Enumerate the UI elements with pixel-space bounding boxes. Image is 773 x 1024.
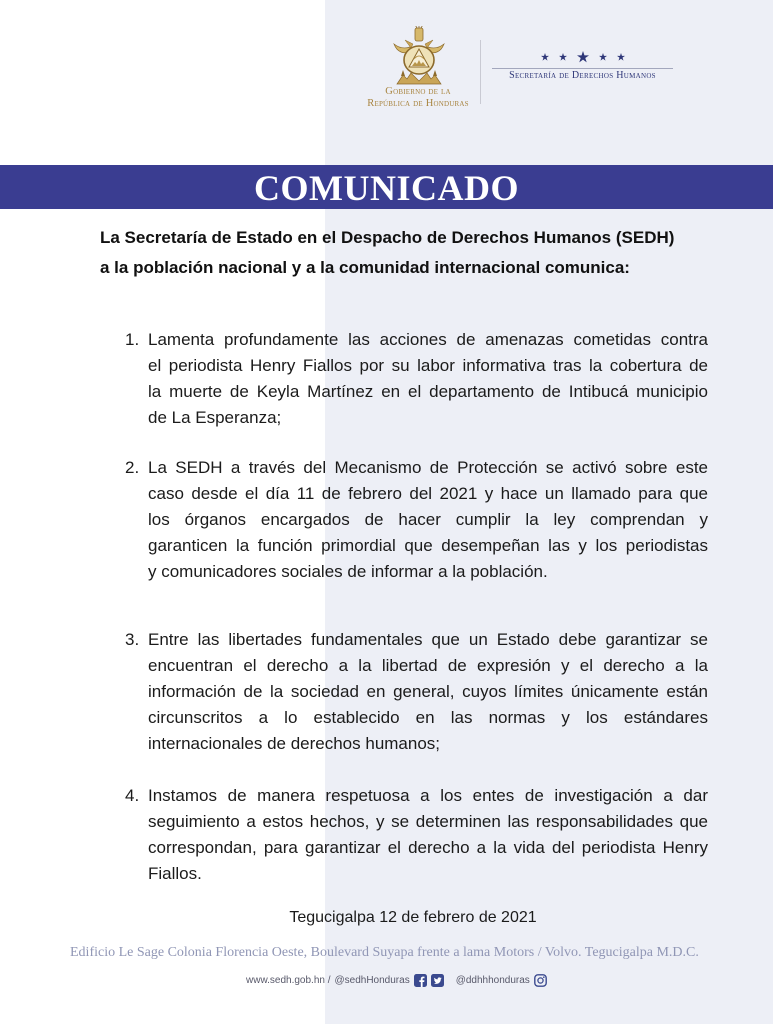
facebook-icon — [414, 974, 427, 987]
item-number: 3. — [125, 630, 140, 649]
star-icon — [559, 53, 567, 61]
secretariat-name: Secretaría de Derechos Humanos — [509, 70, 656, 81]
instagram-icon — [534, 974, 547, 987]
item-line: la muerte de Keyla Martínez en el departamento de Intibucá municipio — [148, 382, 708, 401]
item-line: internacionales de derechos humanos; — [148, 734, 441, 753]
item-line: Lamenta profundamente las acciones de amenazas cometidas contra — [148, 330, 708, 349]
page-title: COMUNICADO — [254, 168, 519, 208]
item-number: 4. — [125, 786, 140, 805]
star-icon — [541, 53, 549, 61]
item-line: de La Esperanza; — [148, 408, 282, 427]
star-icon — [617, 53, 625, 61]
quiver-icon — [415, 26, 423, 41]
instagram-handle: @ddhhhonduras — [455, 974, 530, 986]
item-line: Instamos de manera respetuosa a los entes de investigación a dar — [148, 786, 708, 805]
item-line: Entre las libertades fundamentales que un Estado debe garantizar se — [148, 630, 708, 649]
stars-row — [541, 50, 625, 64]
list-item — [125, 783, 708, 887]
social-links — [246, 973, 547, 987]
item-line: seguimiento a estos hechos, y se determinen las responsabilidades que — [148, 812, 708, 831]
footer-address: Edificio Le Sage Colonia Florencia Oeste, Boulevard Suyapa frente a lama Motors / Volvo. Tegucigalpa M.D.C. — [70, 945, 699, 960]
item-number: 1. — [125, 330, 140, 349]
twitter-handle: @sedhHonduras — [334, 974, 410, 986]
list-item — [125, 627, 708, 757]
item-line: garanticen la función primordial que desempeñan las y los periodistas — [148, 536, 708, 555]
list-item — [125, 455, 708, 585]
intro-line: La Secretaría de Estado en el Despacho de Derechos Humanos (SEDH) — [100, 228, 675, 247]
star-icon — [599, 53, 607, 61]
item-line: el periodista Henry Fiallos por su labor informativa tras la cobertura de — [148, 356, 708, 375]
title-banner — [0, 165, 773, 209]
item-line: encuentran el derecho a la libertad de expresión y el derecho a la — [148, 656, 708, 675]
item-line: los órganos encargados de hacer cumplir la ley comprendan y — [148, 510, 708, 529]
intro-line: a la población nacional y a la comunidad internacional comunica: — [100, 258, 630, 277]
list-item — [125, 327, 708, 431]
star-icon — [577, 51, 589, 63]
intro-heading — [100, 223, 720, 283]
coat-of-arms-icon — [391, 26, 447, 86]
twitter-icon — [431, 974, 444, 987]
item-line: circunscritos a lo establecido en las normas y los estándares — [148, 708, 708, 727]
government-line-1: Gobierno de la — [385, 86, 451, 97]
item-line: Fiallos. — [148, 864, 202, 883]
item-line: y comunicadores sociales de informar a la población. — [148, 562, 548, 581]
place-date: Tegucigalpa 12 de febrero de 2021 — [289, 909, 537, 926]
item-line: La SEDH a través del Mecanismo de Protección se activó sobre este — [148, 458, 708, 477]
item-line: correspondan, para garantizar el derecho a la vida del periodista Henry — [148, 838, 708, 857]
government-line-2: República de Honduras — [367, 98, 469, 109]
item-line: caso desde el día 11 de febrero del 2021 y hace un llamado para que — [148, 484, 708, 503]
quiver-arrows — [416, 26, 423, 28]
website-link: www.sedh.gob.hn / — [246, 974, 331, 986]
item-number: 2. — [125, 458, 140, 477]
quiver-body — [415, 28, 423, 41]
secretariat-rule — [492, 68, 673, 69]
item-line: información de la sociedad en general, cuyos límites únicamente están — [148, 682, 708, 701]
header-divider — [480, 40, 481, 104]
